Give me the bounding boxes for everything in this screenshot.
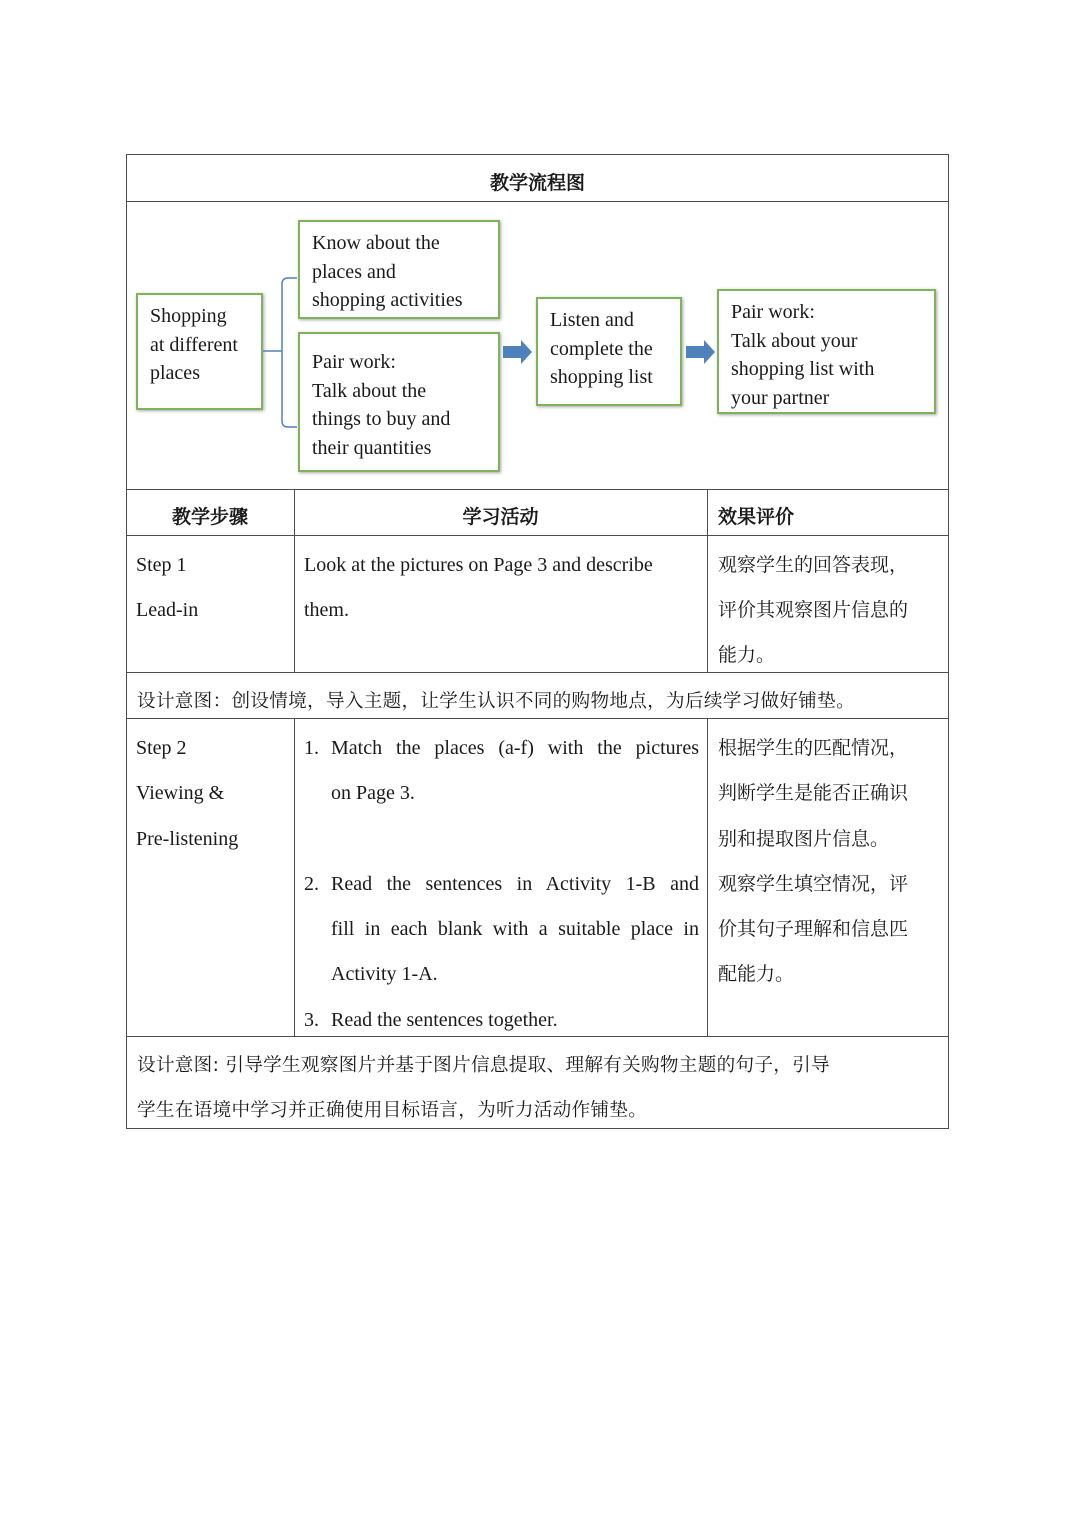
activity-3-line1: Read the sentences together. [331, 1009, 558, 1031]
flow-box-know-about-places: Know about the places and shopping activities [298, 220, 500, 319]
arrow-right-icon [503, 340, 532, 364]
activity-2-line3: Activity 1-A. [331, 963, 438, 985]
activity-1-line2: on Page 3. [331, 782, 415, 804]
activity-2-line1: Read the sentences in Activity 1-B and [331, 873, 699, 895]
step2-evaluation-b-line3: 配能力。 [718, 963, 795, 985]
step1-evaluation-line1: 观察学生的回答表现， [718, 554, 909, 576]
header-steps: 教学步骤 [171, 506, 248, 528]
step2-evaluation-a-line3: 别和提取图片信息。 [718, 828, 890, 850]
activity-1-line1: Match the places (a-f) with the pictures [331, 737, 699, 759]
bracket-connector [263, 278, 297, 427]
activity-2-line2: fill in each blank with a suitable place in [331, 918, 699, 940]
flow-connectors [0, 0, 1080, 500]
step2-evaluation-b-line1: 观察学生填空情况，评 [718, 873, 909, 895]
flow-box-pair-work-things: Pair work: Talk about the things to buy and their quantities [298, 332, 500, 472]
step1-name: Lead-in [136, 599, 199, 621]
design-intent-1: 设计意图：创设情境，导入主题，让学生认识不同的购物地点，为后续学习做好铺垫。 [137, 691, 855, 712]
flow-box-listen-complete: Listen and complete the shopping list [536, 297, 682, 406]
step2-name-line2: Pre-listening [136, 828, 239, 850]
step1-evaluation-line2: 评价其观察图片信息的 [718, 599, 909, 621]
step2-label: Step 2 [136, 737, 187, 759]
step1-activity-line2: them. [304, 599, 349, 621]
activity-2-number: 2. [304, 873, 319, 895]
flow-box-pair-work-list: Pair work: Talk about your shopping list with your partner [717, 289, 936, 414]
table-title: 教学流程图 [489, 172, 585, 194]
step1-evaluation-line3: 能力。 [718, 644, 776, 666]
step1-activity-line1: Look at the pictures on Page 3 and describe [304, 554, 653, 576]
activity-1-number: 1. [304, 737, 319, 759]
step2-evaluation-b-line2: 价其句子理解和信息匹 [718, 918, 909, 940]
step2-name-line1: Viewing & [136, 782, 225, 804]
arrow-right-icon [686, 340, 715, 364]
col-divider-1-bottom [294, 718, 295, 1036]
activity-3-number: 3. [304, 1009, 319, 1031]
step1-label: Step 1 [136, 554, 187, 576]
flow-box-shopping-places: Shopping at different places [136, 293, 263, 410]
header-activities: 学习活动 [462, 506, 539, 528]
design-intent-2-line1: 设计意图: 引导学生观察图片并基于图片信息提取、理解有关购物主题的句子，引导 [137, 1055, 830, 1076]
step2-evaluation-a-line2: 判断学生是能否正确识 [718, 782, 909, 804]
col-divider-2-top [707, 489, 708, 672]
design-intent-2-line2: 学生在语境中学习并正确使用目标语言，为听力活动作铺垫。 [137, 1100, 648, 1121]
step2-evaluation-a-line1: 根据学生的匹配情况， [718, 737, 909, 759]
header-evaluation: 效果评价 [718, 506, 795, 528]
col-divider-2-bottom [707, 718, 708, 1036]
row-divider-step1 [126, 672, 949, 673]
